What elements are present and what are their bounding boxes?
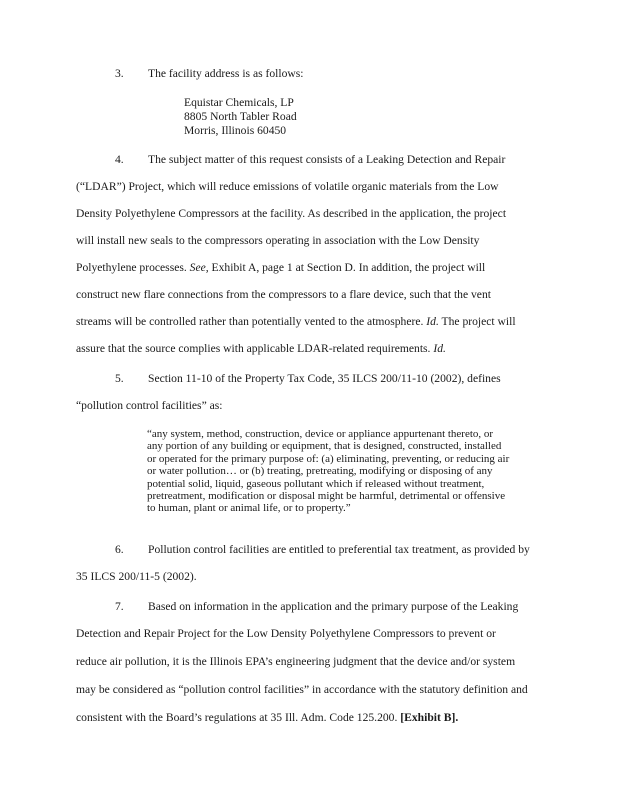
para4-id-citation-1: Id. (426, 315, 439, 328)
para4-line-5-b: Exhibit A, page 1 at Section D. In addition, the project will (208, 261, 486, 274)
address-line-1: Equistar Chemicals, LP (184, 96, 294, 109)
address-line-3: Morris, Illinois 60450 (184, 124, 287, 137)
quote-line-6: pretreatment, modification or disposal might be harmful, detrimental or offensive (147, 490, 506, 503)
para4-line-7 (76, 315, 516, 329)
quote-line-1: “any system, method, construction, device or appliance appurtenant thereto, or (147, 428, 494, 440)
para7-line-3: reduce air pollution, it is the Illinois EPA’s engineering judgment that the device and/or system (76, 655, 516, 668)
para4-line-7-b: The project will (438, 315, 516, 328)
para4-line-3: Density Polyethylene Compressors at the facility. As described in the application, the project (76, 207, 507, 220)
para6-line-2: 35 ILCS 200/11-5 (2002). (76, 570, 197, 583)
exhibit-b-reference: [Exhibit B]. (400, 711, 459, 724)
para6-line-1: Pollution control facilities are entitled to preferential tax treatment, as provided by (148, 543, 530, 556)
para7-number: 7. (115, 600, 124, 613)
para7-line-5-a: consistent with the Board’s regulations at 35 Ill. Adm. Code 125.200. (76, 711, 401, 724)
quote-line-4: or water pollution… or (b) treating, pretreating, modifying or disposing of any (147, 465, 493, 478)
statutory-quote-block (147, 428, 552, 515)
para4-line-8 (76, 342, 446, 356)
para7-line-1: Based on information in the application and the primary purpose of the Leaking (148, 600, 519, 613)
para4-id-citation-2: Id. (433, 342, 446, 355)
quote-line-7: to human, plant or animal life, or to property.” (147, 502, 351, 515)
para6-number: 6. (115, 543, 124, 556)
para4-line-6: construct new flare connections from the compressors to a flare device, such that the vent (76, 288, 491, 301)
para3-intro: The facility address is as follows: (148, 67, 304, 80)
quote-line-2: any portion of any building or equipment, that is designed, constructed, installed (147, 440, 502, 453)
para4-line-5 (76, 261, 485, 275)
para3-number: 3. (115, 67, 124, 80)
para7-line-5 (76, 711, 458, 725)
para5-line-2: “pollution control facilities” as: (76, 399, 223, 412)
para4-see-citation: See, (189, 261, 209, 274)
para4-line-5-a: Polyethylene processes. (76, 261, 190, 274)
para4-line-2: (“LDAR”) Project, which will reduce emissions of volatile organic materials from the Low (76, 180, 499, 193)
para7-line-4: may be considered as “pollution control facilities” in accordance with the statutory definition and (76, 683, 528, 696)
para7-line-2: Detection and Repair Project for the Low Density Polyethylene Compressors to prevent or (76, 627, 496, 640)
para4-number: 4. (115, 153, 124, 166)
quote-line-5: potential solid, liquid, gaseous pollutant which if released without treatment, (147, 477, 485, 490)
para4-line-7-a: streams will be controlled rather than potentially vented to the atmosphere. (76, 315, 427, 328)
address-line-2: 8805 North Tabler Road (184, 110, 297, 123)
para4-line-1: The subject matter of this request consists of a Leaking Detection and Repair (148, 153, 506, 166)
para5-line-1: Section 11-10 of the Property Tax Code, 35 ILCS 200/11-10 (2002), defines (148, 372, 501, 385)
para4-line-8-a: assure that the source complies with applicable LDAR-related requirements. (76, 342, 434, 355)
quote-line-3: or operated for the primary purpose of: (a) eliminating, preventing, or reducing air (147, 452, 510, 465)
para5-number: 5. (115, 372, 124, 385)
para4-line-4: will install new seals to the compressors operating in association with the Low Density (76, 234, 480, 247)
